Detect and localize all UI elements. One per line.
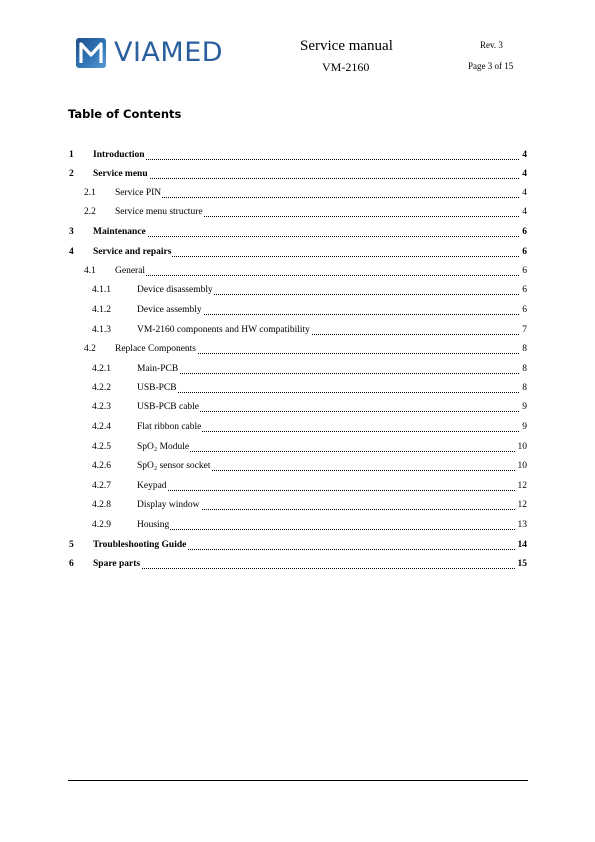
toc-entry-leader-dots	[93, 558, 527, 569]
toc-entry[interactable]	[0, 206, 527, 219]
toc-entry-title: Device disassembly	[137, 285, 213, 295]
toc-entry[interactable]	[0, 480, 527, 493]
toc-entry[interactable]	[0, 187, 527, 200]
toc-entry[interactable]	[0, 363, 527, 376]
toc-entry-page: 4	[522, 150, 527, 160]
toc-entry-title: VM-2160 components and HW compatibility	[137, 325, 310, 335]
toc-entry-leader-dots	[115, 187, 527, 198]
document-title: Service manual	[300, 38, 393, 54]
toc-entry-title: Main-PCB	[137, 364, 179, 374]
toc-entry[interactable]	[0, 304, 527, 317]
toc-entry-page: 12	[517, 500, 527, 510]
toc-entry-number: 4.2.3	[92, 402, 111, 412]
toc-entry-page: 6	[522, 247, 527, 257]
toc-entry-number: 6	[69, 559, 74, 569]
toc-entry-leader-dots	[137, 382, 527, 393]
footer-divider	[68, 780, 528, 781]
toc-entry-number: 4.1.3	[92, 325, 111, 335]
toc-entry[interactable]	[0, 539, 527, 552]
toc-entry-number: 4.1.2	[92, 305, 111, 315]
toc-entry-number: 2.2	[84, 207, 96, 217]
toc-entry[interactable]	[0, 421, 527, 434]
toc-entry-number: 2.1	[84, 188, 96, 198]
toc-entry[interactable]	[0, 519, 527, 532]
toc-entry-title: Replace Components	[115, 344, 196, 354]
toc-entry-title: Service PIN	[115, 188, 162, 198]
toc-entry[interactable]	[0, 401, 527, 414]
toc-entry-page: 14	[517, 540, 527, 550]
toc-entry-leader-dots	[137, 441, 527, 452]
toc-entry-number: 5	[69, 540, 74, 550]
toc-entry-title: USB-PCB	[137, 383, 177, 393]
toc-entry-title: Introduction	[93, 150, 145, 160]
page-number: Page 3 of 15	[468, 61, 514, 71]
toc-entry-title: Service menu	[93, 169, 148, 179]
toc-entry-page: 4	[522, 188, 527, 198]
toc-entry[interactable]	[0, 499, 527, 512]
toc-entry-number: 2	[69, 169, 74, 179]
toc-entry-title: Service and repairs	[93, 247, 172, 257]
toc-entry-title: SpO₂ sensor socket	[137, 461, 211, 471]
toc-entry-title: Device assembly	[137, 305, 202, 315]
toc-entry-number: 4	[69, 247, 74, 257]
toc-entry-page: 9	[522, 402, 527, 412]
device-model: VM-2160	[322, 60, 370, 74]
toc-entry-number: 4.1	[84, 266, 96, 276]
toc-entry-title: Service menu structure	[115, 207, 203, 217]
toc-entry-page: 8	[522, 364, 527, 374]
toc-entry-title: Troubleshooting Guide	[93, 540, 187, 550]
toc-entry-page: 8	[522, 383, 527, 393]
toc-entry-leader-dots	[93, 149, 527, 160]
toc-entry-page: 4	[522, 207, 527, 217]
viamed-logo	[76, 38, 236, 70]
toc-entry-leader-dots	[137, 363, 527, 374]
toc-entry-page: 9	[522, 422, 527, 432]
toc-entry-page: 12	[517, 481, 527, 491]
revision-label: Rev. 3	[480, 40, 503, 50]
toc-entry-number: 4.1.1	[92, 285, 111, 295]
toc-entry[interactable]	[0, 226, 527, 239]
toc-entry[interactable]	[0, 460, 527, 473]
toc-entry[interactable]	[0, 324, 527, 337]
toc-entry-number: 4.2.8	[92, 500, 111, 510]
toc-entry-number: 4.2.1	[92, 364, 111, 374]
toc-entry-page: 15	[517, 559, 527, 569]
toc-entry-page: 6	[522, 305, 527, 315]
toc-entry-page: 6	[522, 227, 527, 237]
toc-heading: Table of Contents	[68, 107, 182, 121]
toc-entry-page: 6	[522, 285, 527, 295]
toc-entry-leader-dots	[115, 265, 527, 276]
toc-entry[interactable]	[0, 382, 527, 395]
toc-entry-leader-dots	[93, 168, 527, 179]
toc-entry-number: 4.2.4	[92, 422, 111, 432]
toc-entry[interactable]	[0, 149, 527, 162]
toc-entry-title: Spare parts	[93, 559, 141, 569]
viamed-logo-mark-icon	[76, 38, 106, 68]
toc-entry-leader-dots	[137, 519, 527, 530]
toc-entry[interactable]	[0, 284, 527, 297]
toc-entry-number: 4.2.9	[92, 520, 111, 530]
toc-entry-page: 13	[517, 520, 527, 530]
toc-entry[interactable]	[0, 168, 527, 181]
toc-entry[interactable]	[0, 558, 527, 571]
toc-entry-title: Housing	[137, 520, 170, 530]
toc-entry-page: 8	[522, 344, 527, 354]
toc-entry-leader-dots	[137, 480, 527, 491]
toc-entry-title: Maintenance	[93, 227, 146, 237]
toc-entry-title: Keypad	[137, 481, 167, 491]
toc-entry[interactable]	[0, 441, 527, 454]
toc-entry[interactable]	[0, 265, 527, 278]
toc-entry-title: General	[115, 266, 146, 276]
toc-entry-title: USB-PCB cable	[137, 402, 200, 412]
toc-entry-number: 3	[69, 227, 74, 237]
toc-entry-page: 6	[522, 266, 527, 276]
toc-entry-page: 10	[517, 461, 527, 471]
toc-entry-number: 4.2.2	[92, 383, 111, 393]
toc-entry[interactable]	[0, 246, 527, 259]
toc-entry-title: Display window	[137, 500, 200, 510]
toc-entry-title: Flat ribbon cable	[137, 422, 202, 432]
logo-text: VIAMED	[114, 37, 224, 68]
toc-entry-title: SpO₂ Module	[137, 442, 190, 452]
toc-entry[interactable]	[0, 343, 527, 356]
toc-entry-leader-dots	[93, 226, 527, 237]
toc-entry-page: 10	[517, 442, 527, 452]
toc-entry-number: 4.2.7	[92, 481, 111, 491]
toc-entry-page: 4	[522, 169, 527, 179]
toc-entry-page: 7	[522, 325, 527, 335]
toc-entry-number: 1	[69, 150, 74, 160]
toc-entry-number: 4.2	[84, 344, 96, 354]
toc-entry-number: 4.2.5	[92, 442, 111, 452]
toc-entry-number: 4.2.6	[92, 461, 111, 471]
